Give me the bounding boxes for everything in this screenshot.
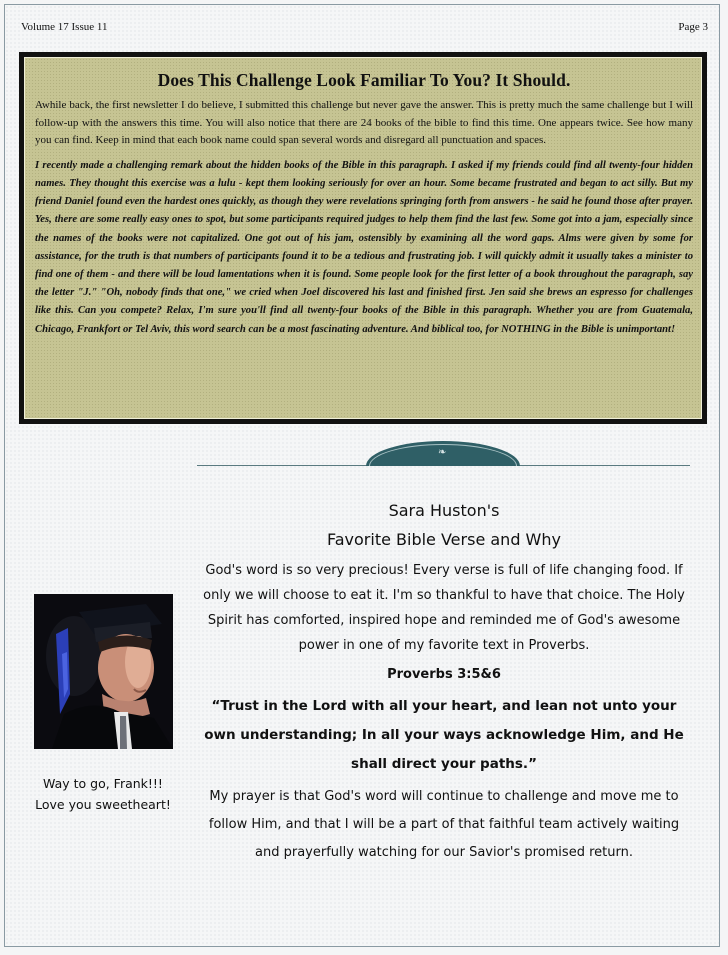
portrait-photo [34, 594, 173, 749]
challenge-paragraph: I recently made a challenging remark about the hidden books of the Bible in this paragraph. I asked if my friends could find all twenty-four hidden names. They thought this exercise was a lulu - kept them looking seriously for over an hour. Some became frustrated and began to act silly. But my friend Daniel found even the hardest ones quickly, as though they were revelations springing forth from answers - he said he found those after prayer. Yes, there are some really easy ones to spot, but some participants required judges to help them find the last few. Some got into a jam, especially since the names of the books were not capitalized. One got out of his jam, ostensibly by examining all the word gaps. Alms were given by some for assistance, for the truth is that numbers of participants found it to be a tedious and frustrating job. I will quickly admit it usually takes a minister to find one of them - and there will be loud lamentations when it is found. Some people look for the first letter of a book throughout the paragraph, say the letter "J." "Oh, nobody finds that one," we cried when Joel discovered his last and finished first. Jen said she brews an espresso for challenges like this. Can you compete? Relax, I'm sure you'll find all twenty-four books of the Bible in this paragraph. Whether you are from Guatemala, Chicago, Frankfort or Tel Aviv, this word search can be a most fascinating adventure. And biblical too, for NOTHING in the Bible is unimportant! [35, 159, 693, 335]
verse-quote: “Trust in the Lord with all your heart, and lean not unto your own understanding; In all your ways acknowledge Him, and He shall direct your paths.” [204, 698, 684, 772]
portrait-graduate-image [34, 594, 173, 749]
page-number: Page 3 [678, 21, 708, 33]
photo-caption [28, 773, 178, 815]
author-name: Sara Huston's [388, 501, 500, 520]
challenge-intro: Awhile back, the first newsletter I do believe, I submitted this challenge but never gave the answer. This is pretty much the same challenge but I will follow-up with the answers this time. You will also notice that there are 24 books of the bible to find this time. One appears twice. See how many you can find. Keep in mind that each book name could span several words and disregard all punctuation and spaces. [35, 99, 693, 147]
challenge-title: Does This Challenge Look Familiar To You? It Should. [157, 70, 571, 90]
volume-issue: Volume 17 Issue 11 [21, 21, 108, 33]
leaf-icon: ❧ [438, 447, 447, 458]
challenge-box [19, 52, 707, 424]
prayer-text: My prayer is that God's word will continue to challenge and move me to follow Him, and that I will be a part of that faithful team actively waiting and prayerfully watching for our Savior's promised return. [208, 789, 680, 860]
section-title: Favorite Bible Verse and Why [327, 530, 561, 549]
challenge-panel [24, 57, 702, 419]
favorite-verse-section [198, 496, 690, 867]
caption-line-2: Love you sweetheart! [35, 797, 171, 812]
verse-reference: Proverbs 3:5&6 [387, 667, 501, 682]
verse-intro: God's word is so very precious! Every verse is full of life changing food. If only we will choose to eat it. I'm so thankful to have that choice. The Holy Spirit has comforted, inspired hope and reminded me of God's awesome power in one of my favorite text in Proverbs. [203, 563, 685, 653]
caption-line-1: Way to go, Frank!!! [43, 776, 163, 791]
